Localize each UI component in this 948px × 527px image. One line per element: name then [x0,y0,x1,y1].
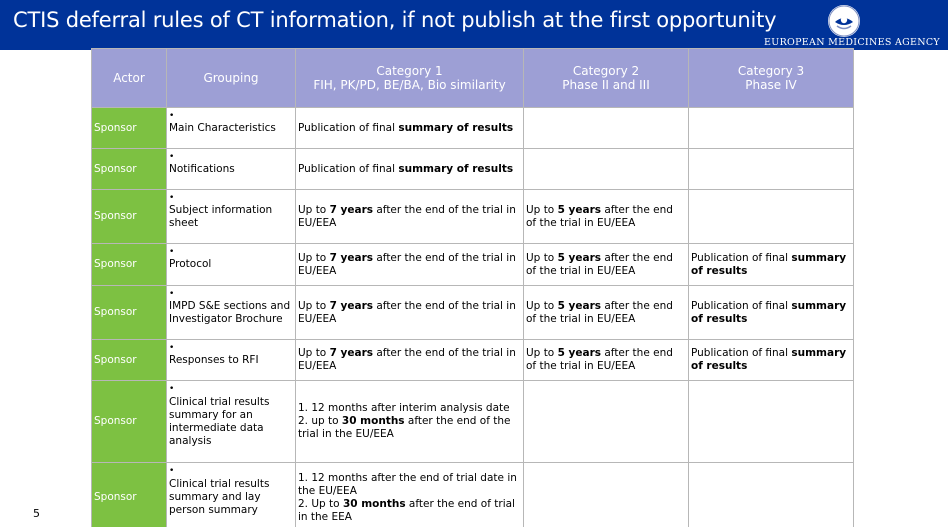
actor-cell: Sponsor [92,340,167,381]
category-2-cell [524,463,689,527]
grouping-label: Notifications [169,162,235,175]
slide-header [0,0,948,50]
deferral-rules-table [91,48,854,527]
ema-logo-icon [828,5,860,37]
bullet-icon: • [169,247,175,257]
category-2-cell: Up to 5 years after the end of the trial in EU/EEA [524,244,689,286]
category-1-cell: 1. 12 months after interim analysis date 2. up to 30 months after the end of the trial in the EU/EEA [296,381,524,463]
bullet-icon: • [169,343,175,353]
grouping-cell [167,381,296,463]
category-3-cell [689,463,854,527]
category-1-cell: Up to 7 years after the end of the trial in EU/EEA [296,244,524,286]
category-2-cell: Up to 5 years after the end of the trial in EU/EEA [524,190,689,244]
column-header-actor: Actor [92,49,167,108]
bullet-icon: • [169,289,175,299]
grouping-cell [167,149,296,190]
grouping-cell [167,340,296,381]
slide-title: CTIS deferral rules of CT information, if not publish at the first opportunity [13,8,777,32]
category-2-title: Category 2 [572,64,640,78]
category-2-cell [524,149,689,190]
table-row [92,286,854,340]
category-1-cell: Publication of final summary of results [296,108,524,149]
category-3-cell [689,149,854,190]
table-header-row [92,49,854,108]
category-3-cell: Publication of final summary of results [689,340,854,381]
grouping-cell [167,463,296,527]
bullet-icon: • [169,193,175,203]
agency-name: EUROPEAN MEDICINES AGENCY [764,37,940,48]
category-3-subtitle: Phase IV [745,78,797,92]
bullet-icon: • [169,111,175,121]
table-row [92,108,854,149]
table-row [92,463,854,527]
actor-cell: Sponsor [92,149,167,190]
page-number: 5 [33,507,40,520]
table-row [92,244,854,286]
category-1-cell: 1. 12 months after the end of trial date in the EU/EEA 2. Up to 30 months after the end of trial in the EEA [296,463,524,527]
category-3-title: Category 3 [737,64,805,78]
grouping-label: Responses to RFI [169,353,259,366]
grouping-label: Subject information sheet [169,203,273,229]
category-3-cell: Publication of final summary of results [689,286,854,340]
grouping-label: IMPD S&E sections and Investigator Brochure [169,299,291,325]
grouping-cell [167,244,296,286]
actor-cell: Sponsor [92,463,167,527]
category-1-cell: Publication of final summary of results [296,149,524,190]
actor-cell: Sponsor [92,190,167,244]
column-header-grouping: Grouping [167,49,296,108]
category-2-cell: Up to 5 years after the end of the trial in EU/EEA [524,286,689,340]
table-row [92,149,854,190]
grouping-label: Protocol [169,258,212,270]
category-1-subtitle: FIH, PK/PD, BE/BA, Bio similarity [313,78,506,92]
column-header-category-1 [296,49,524,108]
category-3-cell [689,381,854,463]
category-1-title: Category 1 [376,64,443,78]
grouping-cell [167,108,296,149]
grouping-label: Clinical trial results summary and lay person summary [169,478,270,516]
grouping-label: Clinical trial results summary for an intermediate data analysis [169,395,270,447]
bullet-icon: • [169,466,175,476]
category-3-cell [689,108,854,149]
actor-cell: Sponsor [92,381,167,463]
grouping-label: Main Characteristics [169,121,276,134]
column-header-category-2 [524,49,689,108]
category-2-cell [524,381,689,463]
category-1-cell: Up to 7 years after the end of the trial in EU/EEA [296,286,524,340]
category-3-cell [689,190,854,244]
bullet-icon: • [169,152,175,162]
category-2-cell [524,108,689,149]
table-row [92,381,854,463]
actor-cell: Sponsor [92,286,167,340]
category-2-cell: Up to 5 years after the end of the trial in EU/EEA [524,340,689,381]
grouping-cell [167,190,296,244]
actor-cell: Sponsor [92,244,167,286]
category-1-cell: Up to 7 years after the end of the trial in EU/EEA [296,190,524,244]
table-row [92,340,854,381]
column-header-category-3 [689,49,854,108]
category-1-cell: Up to 7 years after the end of the trial in EU/EEA [296,340,524,381]
grouping-cell [167,286,296,340]
bullet-icon: • [169,384,175,394]
actor-cell: Sponsor [92,108,167,149]
category-3-cell: Publication of final summary of results [689,244,854,286]
category-2-subtitle: Phase II and III [562,78,650,92]
table-row [92,190,854,244]
